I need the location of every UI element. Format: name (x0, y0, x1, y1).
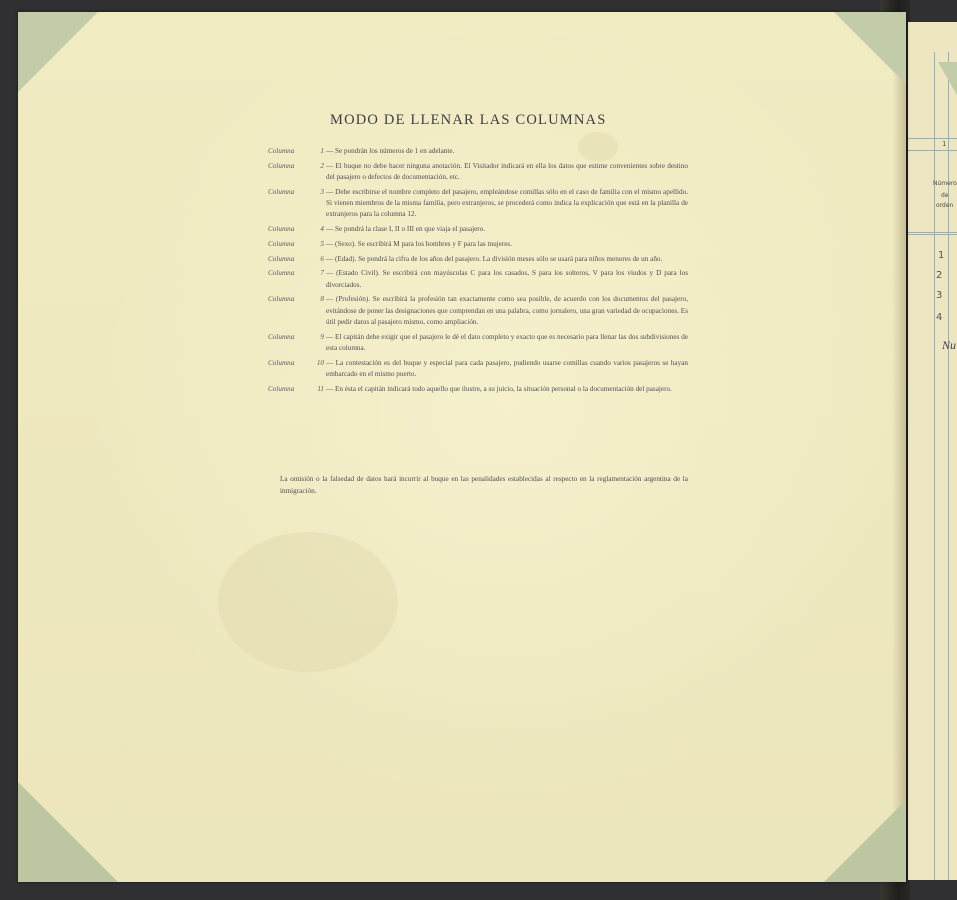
list-item (268, 384, 688, 395)
column-number: 3 (320, 187, 324, 196)
instruction-text: — (Sexo). Se escribirá M para los hombres y F para las mujeres. (326, 239, 513, 248)
column-number: 2 (320, 161, 324, 170)
handwritten-entry: Nu (942, 338, 957, 352)
list-item (268, 268, 688, 290)
column-number: 6 (320, 254, 324, 263)
list-item (268, 358, 688, 380)
paper-stain (218, 532, 398, 672)
column-label: Columna (268, 239, 295, 248)
table-rule (908, 234, 957, 235)
column-label: Columna (268, 358, 295, 367)
column-number: 1 (320, 147, 324, 155)
column-number: 1 (942, 140, 947, 148)
corner-protector (18, 782, 118, 882)
column-number: 10 (316, 358, 324, 367)
column-label: Columna (268, 225, 295, 233)
instruction-text: — (Profesión). Se escribirá la profesión tan exactamente como sea posible, de acuerdo con los documentos del pasajero, evitándose de poner las designaciones que comprendan en una palabra, como jornalero, una gran variedad de ocupaciones. Es útil pedir datos al pasajero mismo, como ampliación. (326, 295, 688, 326)
list-item (268, 294, 688, 328)
instruction-text: — Se pondrá la clase I, II o III en que viaja el pasajero. (326, 225, 486, 233)
instruction-text: — Se pondrán los números de 1 en adelante. (326, 147, 455, 155)
table-rule (934, 52, 935, 880)
instruction-text: — El capitán debe exigir que el pasajero le dé el dato completo y exacto que es necesario para llenar las dos subdivisiones de esta columna. (326, 332, 688, 352)
list-item (268, 187, 688, 221)
row-number: 1 (938, 250, 945, 261)
table-rule (908, 232, 957, 233)
column-header: de (941, 192, 949, 199)
corner-protector (938, 62, 957, 132)
table-rule (908, 150, 957, 151)
page-shadow (892, 12, 906, 882)
instruction-text: — La contestación es del buque y especial para cada pasajero, pudiendo usarse comillas cuando varios pasajeros se hayan embarcado en el mismo puerto. (326, 358, 688, 378)
column-number: 5 (320, 239, 324, 248)
footer-note: La omisión o la falsedad de datos hará incurrir al buque en las penalidades establecidas al respecto en la reglamentación argentina de la inmigración. (280, 475, 688, 495)
column-number: 4 (320, 225, 324, 233)
column-label: Columna (268, 332, 295, 341)
list-item (268, 254, 688, 265)
list-item (268, 146, 688, 157)
list-item (268, 224, 688, 235)
column-header: Número (933, 180, 957, 187)
instruction-text: — El buque no debe hacer ninguna anotación. El Visitador indicará en ella los datos que estime convenientes sobre destino del pasajero o defectos de documentación, etc. (326, 161, 688, 181)
instruction-text: — (Edad). Se pondrá la cifra de los años del pasajero. La división meses sólo se usará para niños menores de un año. (326, 254, 663, 263)
document-page (18, 12, 906, 882)
instructions-list (268, 146, 688, 398)
page-title: MODO DE LLENAR LAS COLUMNAS (330, 112, 607, 128)
column-number: 8 (320, 295, 324, 304)
table-rule (948, 52, 949, 880)
column-label: Columna (268, 384, 295, 393)
column-label: Columna (268, 147, 295, 155)
instruction-text: — En ésta el capitán indicará todo aquello que ilustre, a su juicio, la situación personal o la documentación del pasajero. (326, 384, 672, 393)
column-label: Columna (268, 254, 295, 263)
corner-protector (834, 12, 906, 84)
list-item (268, 161, 688, 183)
column-label: Columna (268, 187, 295, 196)
column-label: Columna (268, 269, 295, 278)
row-number: 4 (936, 312, 943, 323)
column-number: 9 (320, 332, 324, 341)
instruction-text: — (Estado Civil). Se escribirá con mayúsculas C para los casados, S para los solteros, V para los viudos y D para los divorciados. (326, 269, 688, 289)
column-number: 11 (317, 384, 324, 393)
corner-protector (18, 12, 98, 92)
row-number: 3 (936, 290, 943, 301)
instruction-text: — Debe escribirse el nombre completo del pasajero, empleándose comillas sólo en el caso de familia con el mismo apellido. Si vienen miembros de la misma familia, pero extranjeros, se procederá como indica la explicación que está en la planilla de extranjeros para la columna 12. (326, 187, 688, 219)
list-item (268, 239, 688, 250)
column-label: Columna (268, 161, 295, 170)
table-rule (908, 138, 957, 139)
corner-protector (824, 800, 906, 882)
column-header: orden (936, 202, 954, 209)
list-item (268, 332, 688, 354)
row-number: 2 (936, 270, 943, 281)
column-number: 7 (320, 269, 324, 278)
next-page-edge (906, 22, 957, 880)
column-label: Columna (268, 295, 295, 304)
